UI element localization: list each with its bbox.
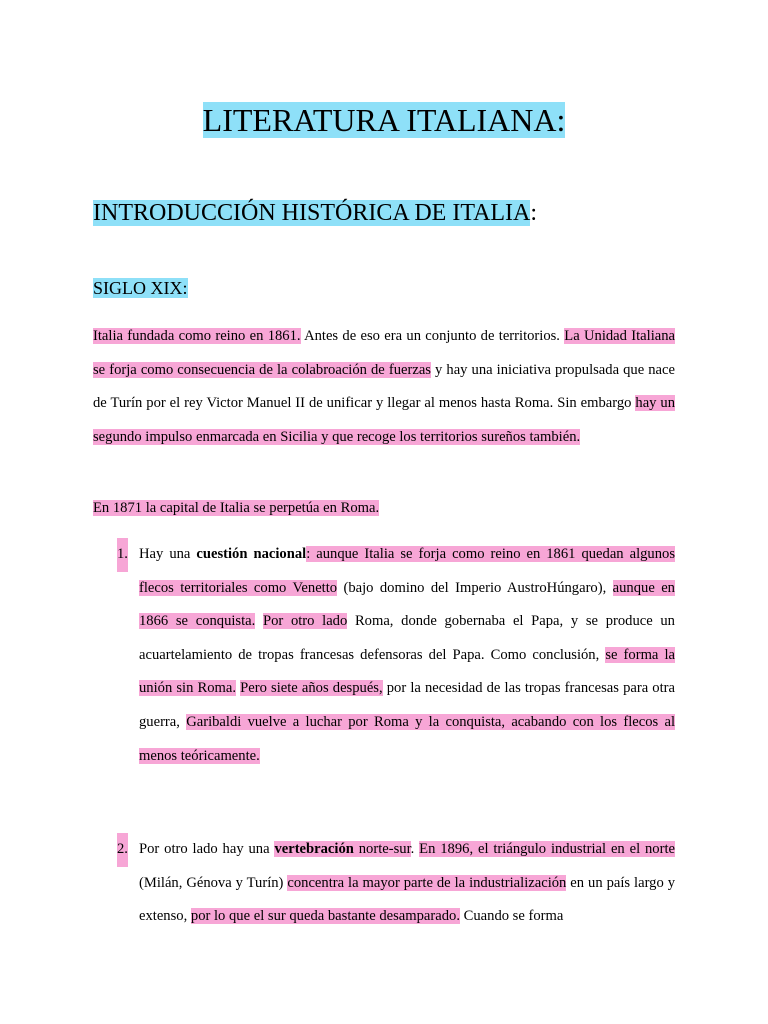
list-number: 1. [117,538,128,572]
text: y hay una iniciativa propulsada que nace de Turín por el rey Victor Manuel II de unificar y llegar al menos hasta Roma. Sin embargo [93,361,675,412]
highlight: por lo que el sur queda bastante desamparado. [190,908,460,925]
subtitle-highlight: INTRODUCCIÓN HISTÓRICA DE ITALIA [93,200,531,226]
highlight: En 1871 la capital de Italia se perpetúa en Roma. [93,500,380,516]
text: Cuando se forma [459,908,564,925]
subtitle-heading [93,198,537,228]
paragraph-intro [93,320,675,454]
highlight: La Unidad Italiana se forja como consecuencia de la colabroación de fuerzas [93,328,676,378]
document-title [0,100,768,140]
highlight: Italia fundada como reino en 1861. [93,328,301,344]
highlight: norte-sur [353,841,411,857]
highlight: En 1896, el triángulo industrial en el norte [419,841,675,857]
paragraph-capital [93,492,675,526]
list-item [93,538,675,773]
subtitle-colon: : [530,200,538,226]
section-highlight: SIGLO XIX: [93,278,188,298]
list-item [93,833,675,934]
text: en un país largo y extenso, [139,874,676,925]
bold-term: vertebración [274,841,354,857]
list-number: 2. [117,833,128,867]
highlight: hay un segundo impulso enmarcada en Sicilia y que recoge los territorios sureños también. [93,395,675,445]
highlight: aunque en 1866 se conquista. [139,579,675,630]
text: Hay una [139,546,197,562]
bold-term: cuestión nacional [196,546,307,562]
list-item-text [139,833,675,934]
text: Por otro lado hay una [139,841,275,857]
text: Antes de eso era un conjunto de territorios. [300,328,565,344]
highlight: concentra la mayor parte de la industrialización [287,874,567,891]
list-item-text [139,538,675,773]
text: . [410,841,420,857]
text: (Milán, Génova y Turín) [139,874,288,891]
highlight: Garibaldi vuelve a luchar por Roma y la conquista, acabando con los flecos al menos teóricamente. [139,713,675,764]
text: Roma, donde gobernaba el Papa, y se produce un acuartelamiento de tropas francesas defensoras del Papa. Como conclusión, [139,613,675,663]
section-heading [93,276,188,300]
text: por la necesidad de las tropas francesas para otra guerra, [139,680,675,730]
title-highlight: LITERATURA ITALIANA: [202,102,566,138]
highlight: Pero siete años después, [240,680,383,697]
highlight: : aunque Italia se forja como reino en 1861 quedan algunos flecos territoriales como Venetto [139,546,675,596]
text: (bajo domino del Imperio AustroHúngaro), [337,579,613,596]
text [255,613,263,629]
highlight: Por otro lado [262,613,348,630]
highlight: se forma la unión sin Roma. [139,646,675,697]
